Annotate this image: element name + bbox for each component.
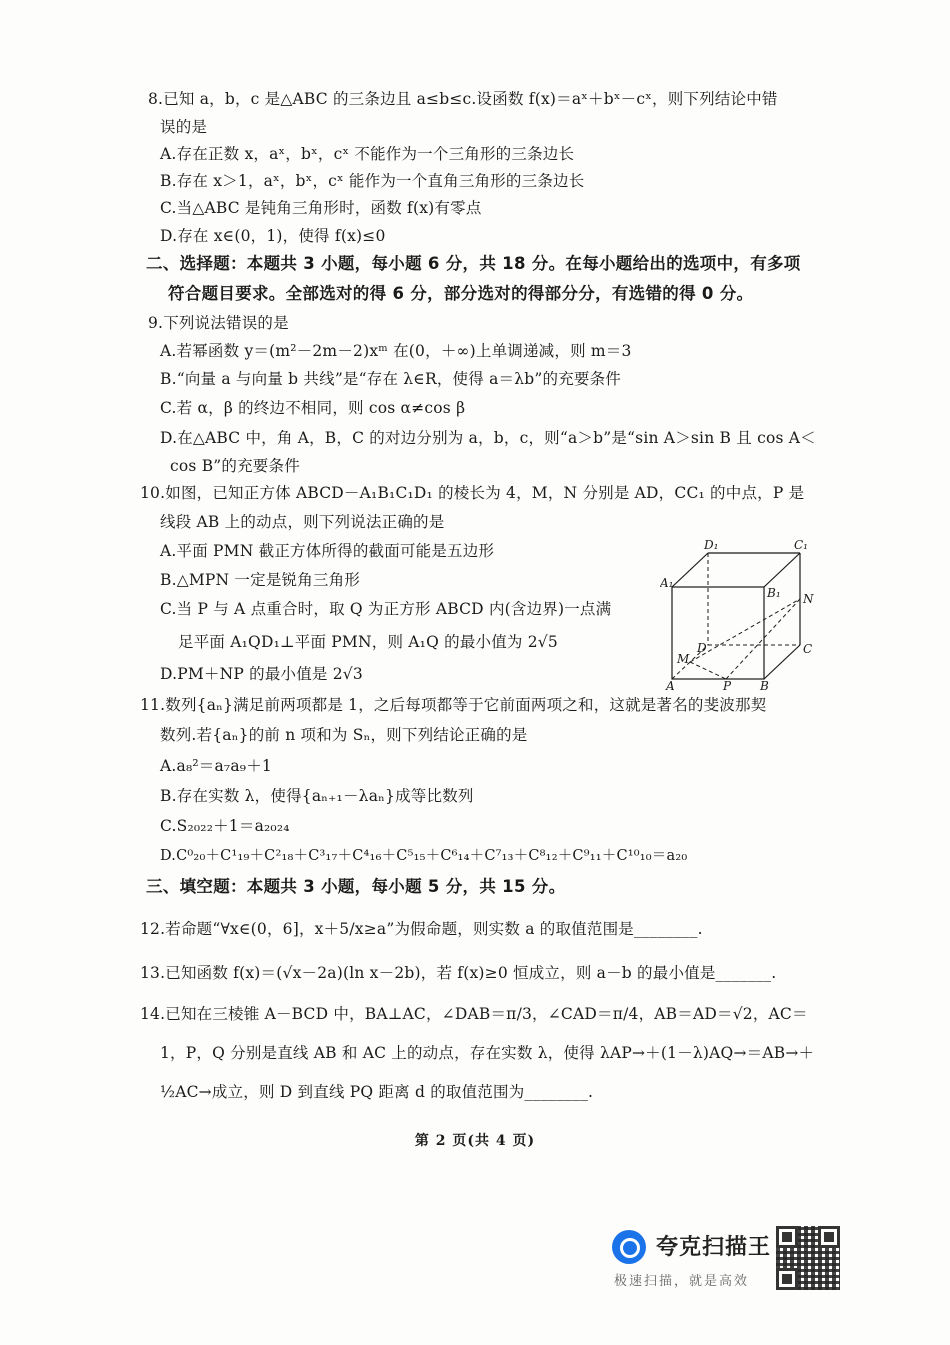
q8-option-c: C.当△ABC 是钝角三角形时，函数 f(x)有零点 [160,199,482,217]
q10-option-a: A.平面 PMN 截正方体所得的截面可能是五边形 [160,542,495,560]
edge-a1-d1 [672,553,708,587]
q8-option-a: A.存在正数 x，aˣ，bˣ，cˣ 不能作为一个三角形的三条边长 [160,145,575,163]
label-p: P [723,679,732,693]
q11-option-d: D.C⁰₂₀＋C¹₁₉＋C²₁₈＋C³₁₇＋C⁴₁₆＋C⁵₁₅＋C⁶₁₄＋C⁷₁₃＋C⁸₁₂＋C⁹₁₁＋C¹⁰₁₀＝a₂₀ [160,848,688,864]
cube-figure [660,535,830,695]
label-b: B [760,679,769,693]
q10-option-c-line2: 足平面 A₁QD₁⊥平面 PMN，则 A₁Q 的最小值为 2√5 [178,633,558,651]
section2-header-line1: 二、选择题：本题共 3 小题，每小题 6 分，共 18 分。在每小题给出的选项中，有多项 [146,254,801,273]
q9-option-a: A.若幂函数 y＝(m²－2m－2)xᵐ 在(0，＋∞)上单调递减，则 m＝3 [160,342,632,360]
q14-line3: ½AC→成立，则 D 到直线 PQ 距离 d 的取值范围为________. [160,1083,594,1101]
q8-line1: 8.已知 a，b，c 是△ABC 的三条边且 a≤b≤c.设函数 f(x)＝aˣ＋bˣ－cˣ，则下列结论中错 [148,90,778,108]
segment-m-p [690,662,726,679]
label-d: D [697,641,707,655]
label-c: C [803,642,813,656]
q10-line2: 线段 AB 上的动点，则下列说法正确的是 [160,513,445,531]
q9-option-d-line1: D.在△ABC 中，角 A，B，C 的对边分别为 a，b，c，则“a＞b”是“sin A＞sin B 且 cos A＜ [160,429,816,447]
q8-option-b: B.存在 x＞1，aˣ，bˣ，cˣ 能作为一个直角三角形的三条边长 [160,172,585,190]
label-d1: D₁ [704,538,719,552]
q13: 13.已知函数 f(x)＝(√x－2a)(ln x－2b)，若 f(x)≥0 恒成立，则 a－b 的最小值是_______. [140,964,777,982]
q9-option-c: C.若 α，β 的终边不相同，则 cos α≠cos β [160,399,466,417]
q11-line1: 11.数列{aₙ}满足前两项都是 1，之后每项都等于它前面两项之和，这就是著名的斐波那契 [140,696,767,714]
label-a: A [666,679,675,693]
q9-stem: 9.下列说法错误的是 [148,314,289,332]
q9-option-b: B.“向量 a 与向量 b 共线”是“存在 λ∈R，使得 a＝λb”的充要条件 [160,370,621,388]
q9-option-d-line2: cos B”的充要条件 [170,457,300,475]
quark-logo-icon [612,1230,646,1264]
label-n: N [803,592,814,606]
q10-option-b: B.△MPN 一定是锐角三角形 [160,571,361,589]
section2-header-line2: 符合题目要求。全部选对的得 6 分，部分选对的得部分分，有选错的得 0 分。 [168,284,754,303]
qr-code-icon [776,1226,840,1290]
q10-option-d: D.PM＋NP 的最小值是 2√3 [160,665,363,683]
q12: 12.若命题“∀x∈(0，6]，x＋5/x≥a”为假命题，则实数 a 的取值范围是________. [140,920,703,938]
q11-line2: 数列.若{aₙ}的前 n 项和为 Sₙ，则下列结论正确的是 [160,726,528,744]
page-footer: 第 2 页(共 4 页) [414,1133,536,1149]
q11-option-a: A.a₈²＝a₇a₉＋1 [160,757,272,775]
q8-option-d: D.存在 x∈(0，1)，使得 f(x)≤0 [160,227,386,245]
edge-b1-c1 [764,553,800,587]
label-a1: A₁ [660,576,674,590]
segment-p-n [726,599,800,679]
qr-finder [818,1226,840,1248]
qr-finder [776,1268,798,1290]
q10-line1: 10.如图，已知正方体 ABCD－A₁B₁C₁D₁ 的棱长为 4，M，N 分别是 AD，CC₁ 的中点，P 是 [140,484,805,502]
q11-option-c: C.S₂₀₂₂＋1＝a₂₀₂₄ [160,817,290,835]
q14-line1: 14.已知在三棱锥 A－BCD 中，BA⊥AC，∠DAB＝π/3，∠CAD＝π/4，AB＝AD＝√2，AC＝ [140,1005,808,1023]
q10-option-c-line1: C.当 P 与 A 点重合时，取 Q 为正方形 ABCD 内(含边界)一点满 [160,600,612,618]
q14-line2: 1，P，Q 分别是直线 AB 和 AC 上的动点，存在实数 λ，使得 λAP→＋(1－λ)AQ→＝AB→＋ [160,1044,815,1062]
section3-header: 三、填空题：本题共 3 小题，每小题 5 分，共 15 分。 [146,877,566,896]
label-m: M [677,652,690,666]
brand-slogan: 极速扫描，就是高效 [614,1274,750,1289]
brand-name: 夸克扫描王 [656,1235,772,1260]
q8-line2: 误的是 [160,118,208,136]
label-b1: B₁ [767,586,781,600]
qr-finder [776,1226,798,1248]
edge-b-c [764,645,800,679]
label-c1: C₁ [794,538,808,552]
q11-option-b: B.存在实数 λ，使得{aₙ₊₁－λaₙ}成等比数列 [160,787,474,805]
